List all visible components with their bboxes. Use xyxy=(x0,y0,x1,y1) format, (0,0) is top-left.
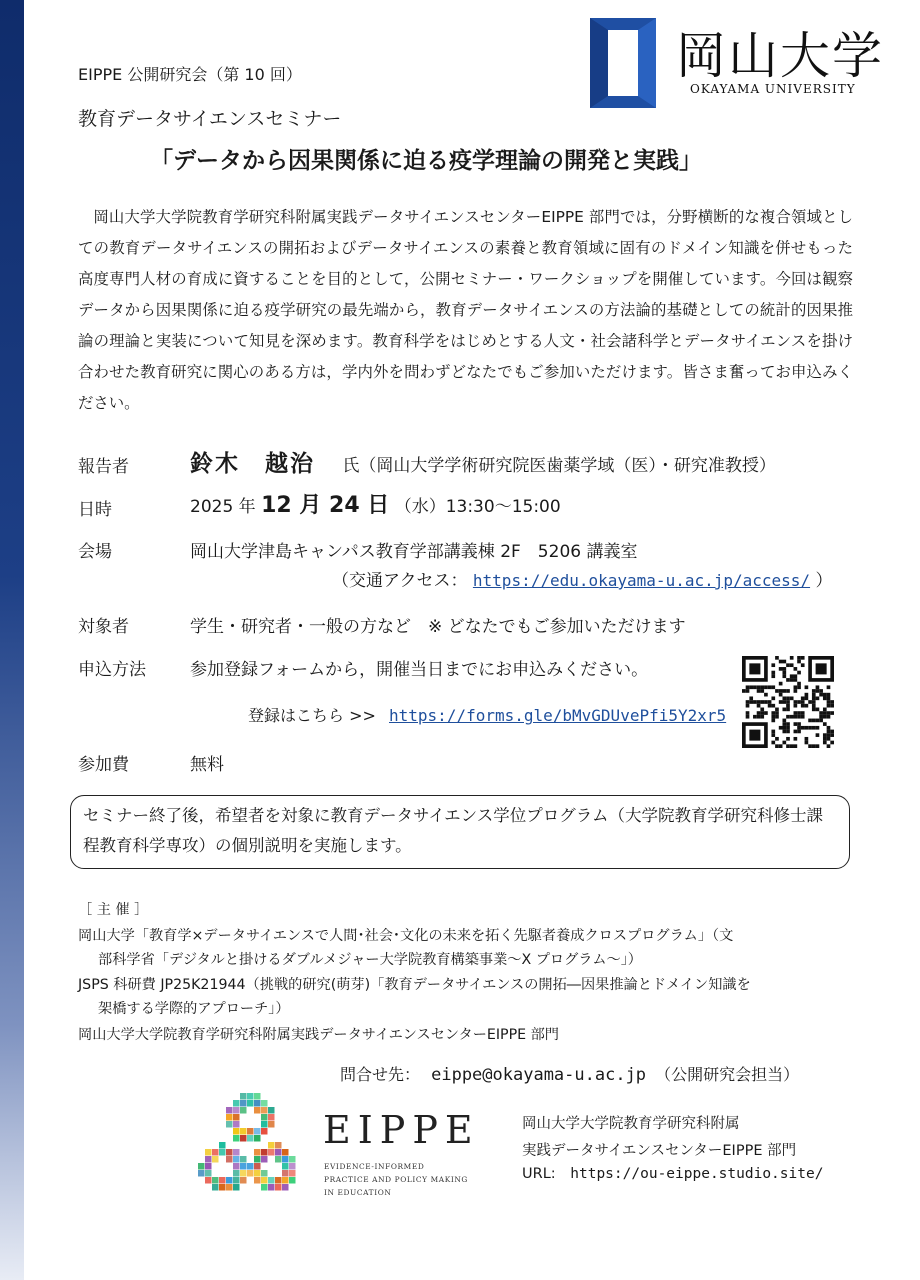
date-weekday-time: （水）13:30～15:00 xyxy=(394,497,561,517)
sponsor-heading: ［ 主 催 ］ xyxy=(78,902,149,918)
apply-value: 参加登録フォームから，開催当日までにお申込みください。 xyxy=(190,660,649,680)
fee-value: 無料 xyxy=(190,755,224,775)
sponsor-line-3: 岡山大学大学院教育学研究科附属実践データサイエンスセンターEIPPE 部門 xyxy=(78,1027,559,1043)
university-logo xyxy=(590,18,890,110)
speaker-value xyxy=(190,445,776,478)
date-monthday: 12 月 24 日 xyxy=(261,493,390,518)
speaker-name: 鈴木 越治 xyxy=(190,451,315,477)
date-value xyxy=(190,488,561,519)
event-subtitle: 教育データサイエンスセミナー xyxy=(78,108,342,130)
org-line-2: 実践データサイエンスセンターEIPPE 部門 xyxy=(522,1143,797,1159)
date-year: 2025 年 xyxy=(190,497,256,517)
contact-note: （公開研究会担当） xyxy=(655,1065,800,1084)
okayama-logo-mark-icon xyxy=(590,18,656,108)
sponsor-line-1b: 部科学省「デジタルと掛けるダブルメジャー大学院教育構築事業～X プログラム～」） xyxy=(98,952,642,968)
org-url[interactable]: https://ou-eippe.studio.site/ xyxy=(570,1166,824,1182)
contact-email[interactable]: eippe@okayama-u.ac.jp xyxy=(431,1065,647,1085)
audience-value: 学生・研究者・一般の方など ※ どなたでもご参加いただけます xyxy=(190,617,686,637)
university-name-jp: 岡山大学 xyxy=(676,27,884,85)
org-url-label: URL: xyxy=(522,1166,556,1182)
contact-label: 問合せ先： xyxy=(340,1065,421,1084)
event-series: EIPPE 公開研究会（第 10 回） xyxy=(78,65,302,84)
sponsor-line-1a: 岡山大学「教育学×データサイエンスで人間･社会･文化の未来を拓く先駆者養成クロスプログラム」（文 xyxy=(78,928,734,944)
access-prefix: （交通アクセス： xyxy=(332,571,468,591)
access-link[interactable]: https://edu.okayama-u.ac.jp/access/ xyxy=(472,571,811,590)
contact-row xyxy=(340,1062,799,1085)
apply-label: 申込方法 xyxy=(78,660,146,680)
venue-access xyxy=(332,566,832,591)
registration-link[interactable]: https://forms.gle/bMvGDUvePfi5Y2xr5 xyxy=(389,706,727,725)
eippe-tagline-2: PRACTICE AND POLICY MAKING xyxy=(324,1175,468,1184)
speaker-label: 報告者 xyxy=(78,457,129,477)
eippe-logo-icon xyxy=(198,1093,303,1203)
fee-label: 参加費 xyxy=(78,755,129,775)
eippe-tagline xyxy=(324,1160,468,1199)
apply-link-prefix: 登録はこちら >> xyxy=(248,706,376,725)
sponsor-line-2b: 架橋する学際的アプローチ」） xyxy=(98,1001,290,1017)
eippe-tagline-3: IN EDUCATION xyxy=(324,1188,392,1197)
org-url-row xyxy=(522,1166,823,1182)
eippe-tagline-1: EVIDENCE-INFORMED xyxy=(324,1162,425,1171)
intro-text: 岡山大学大学院教育学研究科附属実践データサイエンスセンターEIPPE 部門では，分野横断的な複合領域としての教育データサイエンスの開拓およびデータサイエンスの素養と教育領域に固有のドメイン知識を併せもった高度専門人材の育成に資することを目的として，公開セミナー・ワークショップを開催しています。今回は観察データから因果関係に迫る疫学研究の最先端から，教育データサイエンスの方法論的基礎としての統計的因果推論の理論と実装について知見を深めます。教育科学をはじめとする人文・社会諸科学とデータサイエンスを掛け合わせた教育研究に関心のある方は，学内外を問わずどなたでもご参加いただけます。皆さま奮ってお申込みください。 xyxy=(78,208,853,412)
program-note-box xyxy=(70,795,850,869)
date-label: 日時 xyxy=(78,500,112,520)
left-accent-bar xyxy=(0,0,24,1280)
intro-paragraph xyxy=(78,202,853,419)
registration-qr-code[interactable] xyxy=(742,656,834,748)
page-title: 「データから因果関係に迫る疫学理論の開発と実践」 xyxy=(150,148,702,174)
program-note-text: セミナー終了後，希望者を対象に教育データサイエンス学位プログラム（大学院教育学研究科修士課程教育科学専攻）の個別説明を実施します。 xyxy=(83,806,824,855)
eippe-wordmark: EIPPE xyxy=(323,1108,480,1152)
access-suffix: ） xyxy=(815,571,833,591)
sponsor-line-2a: JSPS 科研費 JP25K21944（挑戦的研究(萌芽)「教育データサイエンスの開拓―因果推論とドメイン知識を xyxy=(78,977,751,993)
speaker-affiliation: 氏（岡山大学学術研究院医歯薬学域（医）・研究准教授） xyxy=(342,456,776,476)
org-line-1: 岡山大学大学院教育学研究科附属 xyxy=(522,1116,740,1132)
university-name-en: OKAYAMA UNIVERSITY xyxy=(690,82,856,96)
audience-label: 対象者 xyxy=(78,617,129,637)
venue-place: 岡山大学津島キャンパス教育学部講義棟 2F 5206 講義室 xyxy=(190,542,638,562)
venue-label: 会場 xyxy=(78,542,112,562)
apply-link-row xyxy=(248,703,726,726)
